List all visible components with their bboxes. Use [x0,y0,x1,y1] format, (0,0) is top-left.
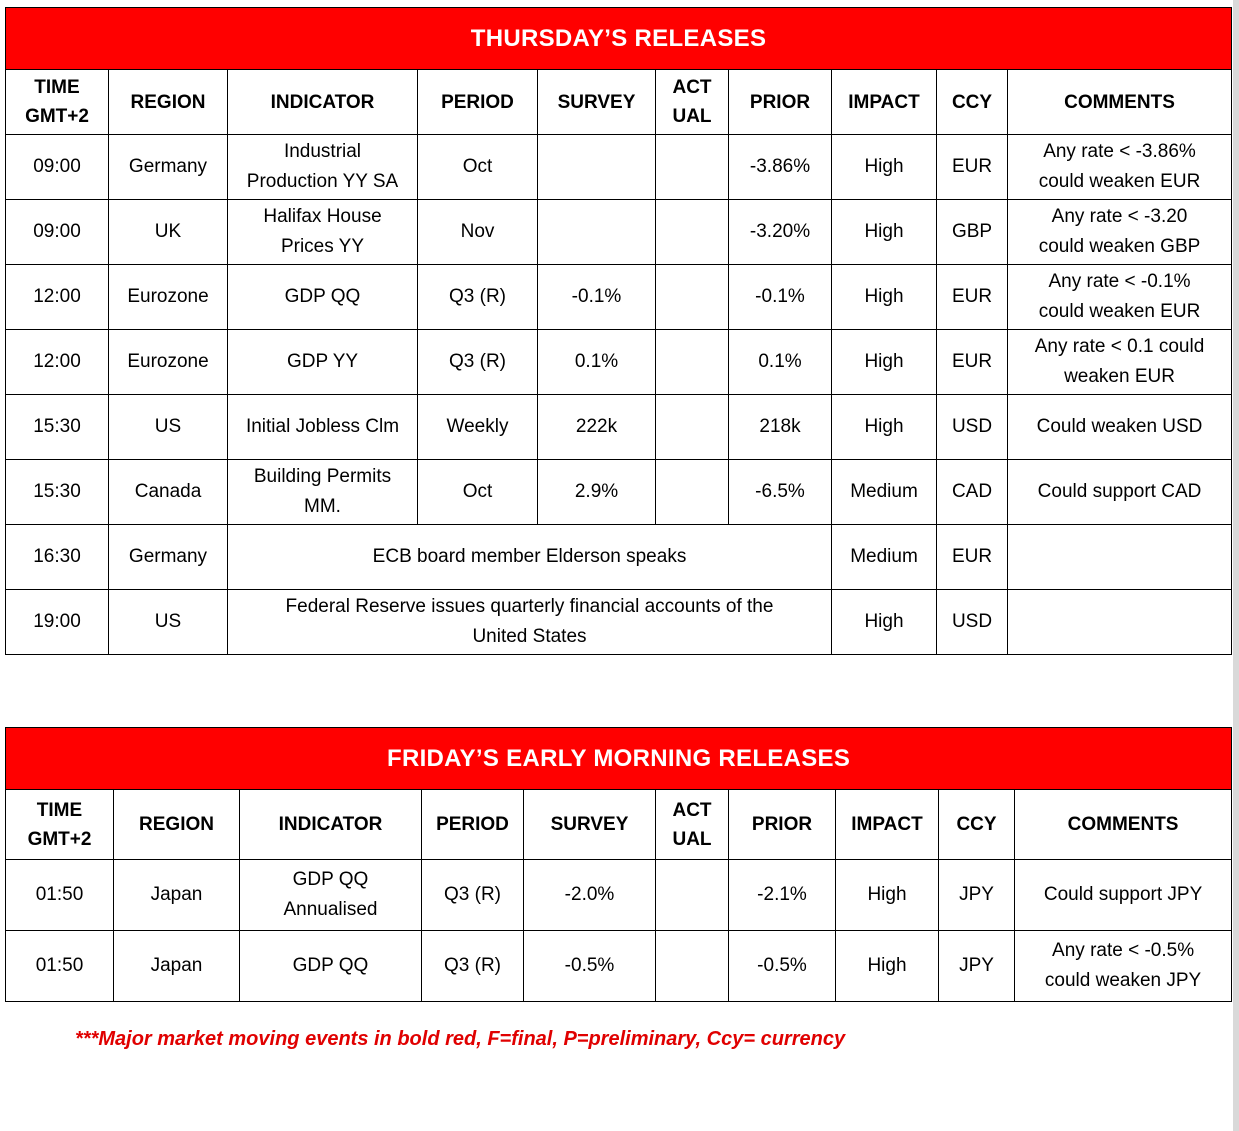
time-cell: 12:00 [6,265,109,330]
event-description-cell: Federal Reserve issues quarterly financial accounts of the United States [228,590,832,655]
table-row [6,931,1232,1002]
indicator-cell: Halifax House Prices YY [228,200,418,265]
impact-cell: Medium [832,525,937,590]
header-indicator: INDICATOR [240,790,422,860]
prior-cell: -0.1% [729,265,832,330]
prior-cell: 218k [729,395,832,460]
impact-cell: High [836,860,939,931]
impact-cell: High [832,135,937,200]
time-cell: 01:50 [6,931,114,1002]
impact-cell: High [832,200,937,265]
period-cell: Oct [418,460,538,525]
survey-cell: 2.9% [538,460,656,525]
actual-cell [656,135,729,200]
table-row [6,860,1232,931]
prior-cell: -6.5% [729,460,832,525]
header-actual: ACT UAL [656,70,729,135]
prior-cell: 0.1% [729,330,832,395]
prior-cell: -3.86% [729,135,832,200]
survey-cell: 222k [538,395,656,460]
header-prior: PRIOR [729,790,836,860]
header-indicator: INDICATOR [228,70,418,135]
comments-cell: Any rate < -0.1% could weaken EUR [1008,265,1232,330]
ccy-cell: JPY [939,931,1015,1002]
header-time: TIME GMT+2 [6,790,114,860]
header-actual: ACT UAL [656,790,729,860]
period-cell: Weekly [418,395,538,460]
comments-cell: Could support JPY [1015,860,1232,931]
comments-cell: Any rate < -3.86% could weaken EUR [1008,135,1232,200]
time-cell: 12:00 [6,330,109,395]
table-row [6,265,1232,330]
period-cell: Oct [418,135,538,200]
header-period: PERIOD [422,790,524,860]
impact-cell: High [836,931,939,1002]
period-cell: Q3 (R) [422,931,524,1002]
ccy-cell: EUR [937,330,1008,395]
header-time: TIME GMT+2 [6,70,109,135]
indicator-cell: GDP QQ [228,265,418,330]
region-cell: Eurozone [109,265,228,330]
header-region: REGION [114,790,240,860]
region-cell: Japan [114,860,240,931]
table-row [6,135,1232,200]
ccy-cell: EUR [937,525,1008,590]
region-cell: US [109,590,228,655]
comments-cell: Any rate < 0.1 could weaken EUR [1008,330,1232,395]
thursday-releases-table [5,7,1232,655]
prior-cell: -0.5% [729,931,836,1002]
comments-cell: Any rate < -0.5% could weaken JPY [1015,931,1232,1002]
actual-cell [656,265,729,330]
header-period: PERIOD [418,70,538,135]
time-cell: 09:00 [6,200,109,265]
header-survey: SURVEY [538,70,656,135]
prior-cell: -3.20% [729,200,832,265]
event-row [6,590,1232,655]
comments-cell: Could support CAD [1008,460,1232,525]
impact-cell: High [832,395,937,460]
comments-cell [1008,525,1232,590]
time-cell: 09:00 [6,135,109,200]
time-cell: 16:30 [6,525,109,590]
period-cell: Q3 (R) [422,860,524,931]
header-prior: PRIOR [729,70,832,135]
friday-banner-title: FRIDAY’S EARLY MORNING RELEASES [6,728,1232,790]
comments-cell: Any rate < -3.20 could weaken GBP [1008,200,1232,265]
impact-cell: Medium [832,460,937,525]
thursday-banner-title: THURSDAY’S RELEASES [6,8,1232,70]
actual-cell [656,860,729,931]
survey-cell [538,135,656,200]
actual-cell [656,330,729,395]
thursday-rows [6,135,1232,655]
ccy-cell: JPY [939,860,1015,931]
friday-header-row [6,790,1232,860]
header-region: REGION [109,70,228,135]
impact-cell: High [832,330,937,395]
ccy-cell: CAD [937,460,1008,525]
header-comments: COMMENTS [1015,790,1232,860]
region-cell: Germany [109,135,228,200]
survey-cell: 0.1% [538,330,656,395]
indicator-cell: GDP QQ [240,931,422,1002]
time-cell: 19:00 [6,590,109,655]
page-right-edge [1233,0,1239,1131]
region-cell: Canada [109,460,228,525]
ccy-cell: EUR [937,265,1008,330]
survey-cell: -0.1% [538,265,656,330]
time-cell: 15:30 [6,460,109,525]
comments-cell: Could weaken USD [1008,395,1232,460]
header-impact: IMPACT [832,70,937,135]
survey-cell: -2.0% [524,860,656,931]
ccy-cell: GBP [937,200,1008,265]
region-cell: Germany [109,525,228,590]
time-cell: 01:50 [6,860,114,931]
header-ccy: CCY [939,790,1015,860]
table-row [6,200,1232,265]
ccy-cell: EUR [937,135,1008,200]
prior-cell: -2.1% [729,860,836,931]
indicator-cell: Industrial Production YY SA [228,135,418,200]
header-survey: SURVEY [524,790,656,860]
table-row [6,460,1232,525]
footnote: ***Major market moving events in bold red, F=final, P=preliminary, Ccy= currency [75,1028,846,1050]
indicator-cell: Initial Jobless Clm [228,395,418,460]
indicator-cell: GDP YY [228,330,418,395]
time-cell: 15:30 [6,395,109,460]
header-comments: COMMENTS [1008,70,1232,135]
ccy-cell: USD [937,590,1008,655]
region-cell: Eurozone [109,330,228,395]
friday-releases-table [5,727,1232,1002]
actual-cell [656,395,729,460]
period-cell: Q3 (R) [418,265,538,330]
table-row [6,330,1232,395]
table-row [6,395,1232,460]
friday-rows [6,860,1232,1002]
indicator-cell: GDP QQ Annualised [240,860,422,931]
actual-cell [656,460,729,525]
header-impact: IMPACT [836,790,939,860]
period-cell: Nov [418,200,538,265]
impact-cell: High [832,265,937,330]
region-cell: UK [109,200,228,265]
period-cell: Q3 (R) [418,330,538,395]
impact-cell: High [832,590,937,655]
header-ccy: CCY [937,70,1008,135]
survey-cell: -0.5% [524,931,656,1002]
event-description-cell: ECB board member Elderson speaks [228,525,832,590]
comments-cell [1008,590,1232,655]
region-cell: US [109,395,228,460]
actual-cell [656,931,729,1002]
ccy-cell: USD [937,395,1008,460]
indicator-cell: Building Permits MM. [228,460,418,525]
actual-cell [656,200,729,265]
survey-cell [538,200,656,265]
thursday-header-row [6,70,1232,135]
event-row [6,525,1232,590]
region-cell: Japan [114,931,240,1002]
